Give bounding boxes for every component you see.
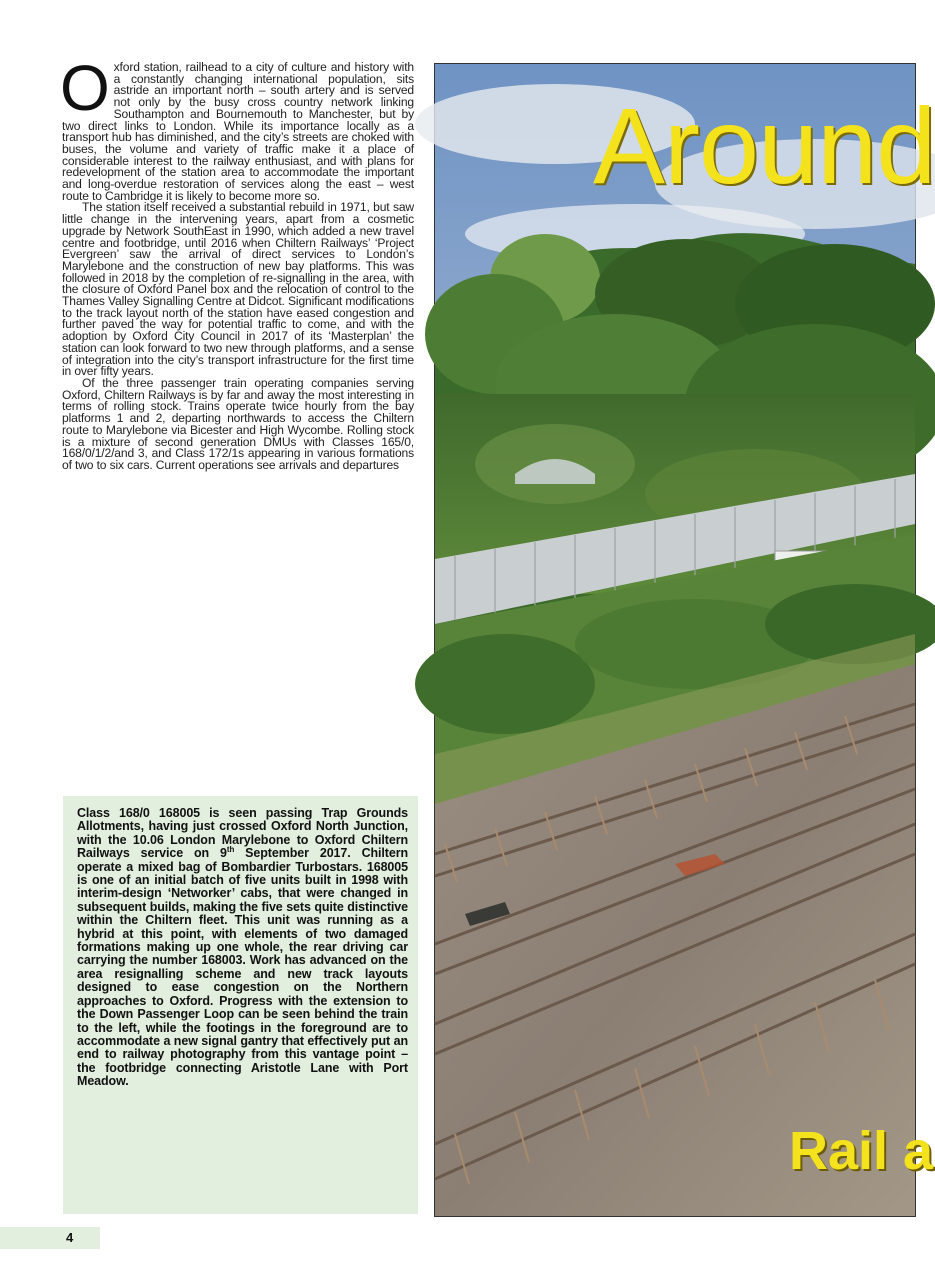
photo-caption [63,796,418,1214]
feature-subtitle: Rail a [789,1121,934,1181]
paragraph-text: xford station, railhead to a city of culture and history with a constantly changing international population, sits astride an important north – south artery and is served not only by the busy cross country network linking Southampton and Bournemouth to Manchester, but by two direct links to London. While its importance locally as a transport hub has diminished, and the city’s streets are choked with buses, the volume and variety of traffic make it a place of considerable interest to the railway enthusiast, and with plans for redevelopment of the station area to accommodate the important and long-overdue restoration of services along the east – west route to Cambridge it is likely to become more so. [62,60,414,203]
page-number-tab [0,1227,100,1249]
article-paragraph-1 [60,52,414,203]
feature-title: Around [593,85,935,206]
article-paragraph-3: Of the three passenger train operating companies serving Oxford, Chiltern Railways is by far and away the most interesting in terms of rolling stock. Trains operate twice hourly from the bay platforms 1 and 2, departing northwards to access the Chiltern route to Marylebone via Bicester and High Wycombe. Rolling stock is a mixture of second generation DMUs with Classes 165/0, 168/0/1/2/and 3, and Class 172/1s appearing in various formations of two to six cars. Current operations see arrivals and departures [62,375,414,472]
article-body [60,52,414,472]
article-paragraph-2: The station itself received a substantial rebuild in 1971, but saw little change in the intervening years, apart from a cosmetic upgrade by Network SouthEast in 1990, which added a new travel centre and footbridge, until 2016 when Chiltern Railways’ ‘Project Evergreen’ saw the arrival of direct services to London’s Marylebone and the construction of new bay platforms. This was followed in 2018 by the completion of re-signalling in the area, with the closure of Oxford Panel box and the relocation of control to the Thames Valley Signalling Centre at Didcot. Significant modifications to the track layout north of the station have eased congestion and further paved the way for potential traffic to come, and with the adoption by Oxford City Council in 2017 of its ‘Masterplan’ the station can look forward to two new through platforms, and a sense of integration into the city’s transport infrastructure for the first time in over fifty years. [62,200,414,379]
caption-text-start: Class 168/0 168005 is seen passing Trap Grounds Allotments, having just crossed Oxford North Junction, with the 10.06 London Marylebone to Oxford Chiltern Railways service on 9 [77,806,408,861]
page-number: 4 [66,1230,74,1245]
railway-photo [434,63,935,1217]
caption-text-end: September 2017. Chiltern operate a mixed bag of Bombardier Turbostars. 168005 is one of an initial batch of five units built in 1998 with interim-design ‘Networker’ cabs, that were changed in subsequent builds, making the five sets quite distinctive within the Chiltern fleet. This unit was running as a hybrid at this point, with elements of two damaged formations making up one whole, the rear driving car carrying the number 168003. Work has advanced on the area resignalling scheme and new track layouts designed to ease congestion on the Northern approaches to Oxford. Progress with the extension to the Down Passenger Loop can be seen behind the train to the left, while the footings in the foreground are to accommodate a new signal gantry that effectively put an end to railway photography from this vantage point – the footbridge connecting Aristotle Lane with Port Meadow. [77,846,408,1089]
caption-ordinal: th [226,845,235,855]
railway-scene-image [435,64,915,1216]
drop-cap: O [60,52,110,124]
